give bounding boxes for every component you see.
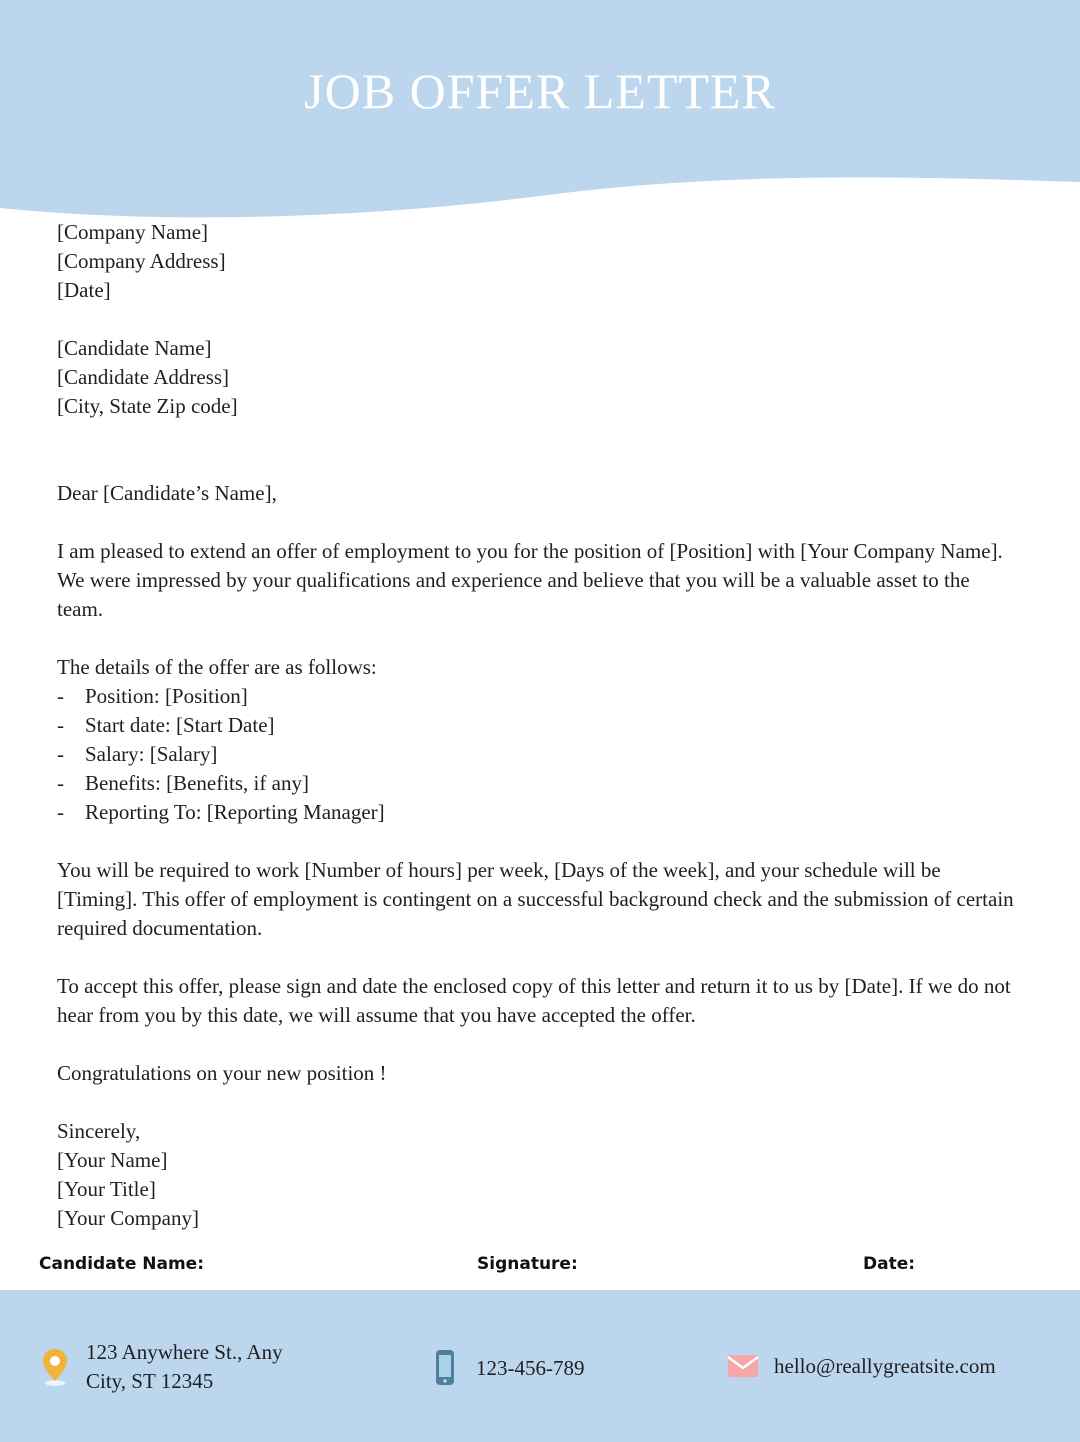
letter-date: [Date] (57, 278, 111, 302)
address-line-1: 123 Anywhere St., Any (86, 1340, 283, 1364)
list-item: - Position: [Position] (57, 684, 248, 708)
salutation: Dear [Candidate’s Name], (57, 481, 277, 505)
company-address: [Company Address] (57, 249, 226, 273)
congratulations-text: Congratulations on your new position ! (57, 1061, 387, 1085)
footer-email (726, 1346, 996, 1386)
signature-row (0, 1254, 1080, 1280)
phone-number: 123-456-789 (476, 1355, 585, 1380)
date-label: Date: (863, 1254, 916, 1274)
candidate-name: [Candidate Name] (57, 336, 212, 360)
details-heading: The details of the offer are as follows: (57, 655, 377, 679)
email-address[interactable]: hello@reallygreatsite.com (774, 1353, 996, 1378)
candidate-name-label: Candidate Name: (39, 1254, 205, 1274)
candidate-address: [Candidate Address] (57, 365, 230, 389)
address-line-2: City, ST 12345 (86, 1369, 214, 1393)
schedule-paragraph: You will be required to work [Number of hours] per week, [Days of the week], and your schedule will be [Timing]. This offer of employment is contingent on a successful background check and the submission of certain required documentation. (57, 858, 1014, 940)
envelope-icon (726, 1346, 760, 1386)
footer (0, 1290, 1080, 1442)
footer-phone (428, 1348, 585, 1388)
list-item: - Benefits: [Benefits, if any] (57, 771, 309, 795)
sender-name: [Your Name] (57, 1148, 168, 1172)
page-title: JOB OFFER LETTER (304, 63, 776, 119)
location-pin-icon (38, 1347, 72, 1387)
list-item: - Salary: [Salary] (57, 742, 218, 766)
closing: Sincerely, (57, 1119, 141, 1143)
sender-company: [Your Company] (57, 1206, 199, 1230)
intro-paragraph: I am pleased to extend an offer of employment to you for the position of [Position] with [Your Company Name]. We were impressed by your qualifications and experience and believe that you will be a valuable asset to the team. (57, 539, 1003, 621)
candidate-city-state-zip: [City, State Zip code] (57, 394, 238, 418)
acceptance-paragraph: To accept this offer, please sign and date the enclosed copy of this letter and return it to us by [Date]. If we do not hear from you by this date, we will assume that you have accepted the offer. (57, 974, 1011, 1027)
letter-body (57, 218, 1017, 1233)
list-item: - Reporting To: [Reporting Manager] (57, 800, 385, 824)
header-banner (0, 0, 1080, 232)
list-item: - Start date: [Start Date] (57, 713, 275, 737)
company-name: [Company Name] (57, 220, 209, 244)
sender-title: [Your Title] (57, 1177, 156, 1201)
phone-icon (428, 1348, 462, 1388)
footer-address (38, 1338, 283, 1396)
signature-label: Signature: (477, 1254, 578, 1274)
